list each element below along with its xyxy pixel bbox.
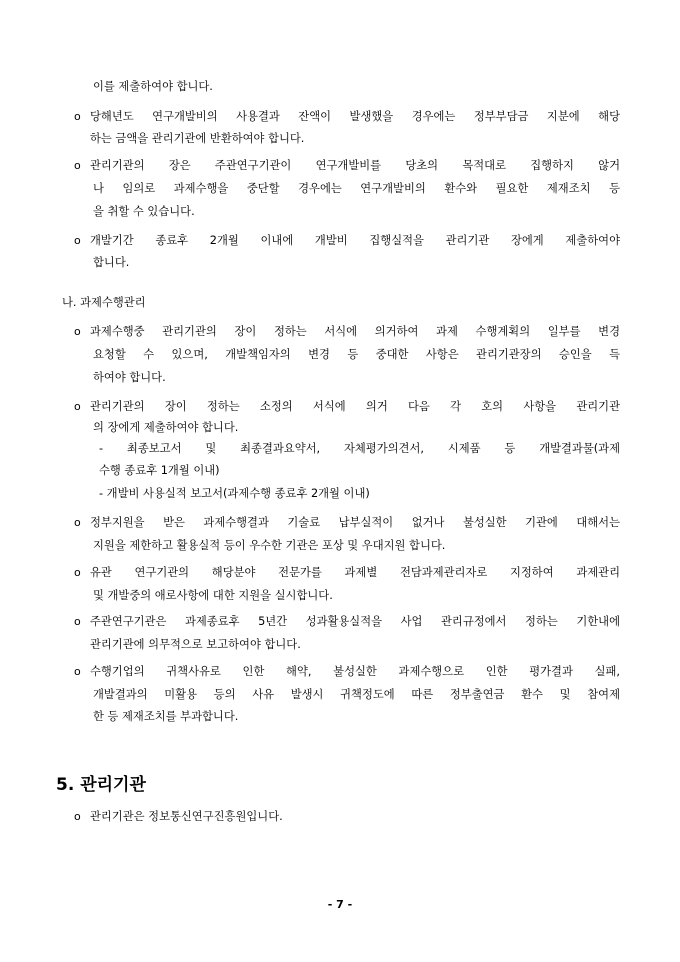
text-line: 당해년도 연구개발비의 사용결과 잔액이 발생했을 경우에는 정부부담금 지분에 해당 [90, 110, 620, 123]
bullet-marker: o [74, 400, 81, 413]
text-line: 주관연구기관은 과제종료후 5년간 성과활용실적을 사업 관리규정에서 정하는 기한내에 [90, 615, 620, 628]
bullet-marker: o [74, 159, 81, 172]
page-number: - 7 - [327, 898, 353, 911]
bullet-marker: o [74, 234, 81, 247]
text-line: 한 등 제재조치를 부과합니다. [93, 710, 239, 723]
text-line: 정부지원을 받은 과제수행결과 기술료 납부실적이 없거나 불성실한 기관에 대해서는 [90, 516, 620, 529]
section-heading: 5. 관리기관 [56, 775, 146, 795]
text-line: 관리기관의 장이 정하는 소정의 서식에 의거 다음 각 호의 사항을 관리기관 [90, 400, 620, 413]
text-line: 수행기업의 귀책사유로 인한 해약, 불성실한 과제수행으로 인한 평가결과 실패, [90, 665, 620, 678]
text-line: 관리기관의 장은 주관연구기관이 연구개발비를 당초의 목적대로 집행하지 않거 [90, 159, 620, 172]
text-line: 을 취할 수 있습니다. [93, 205, 195, 218]
bullet-marker: o [74, 810, 81, 823]
bullet-marker: o [74, 566, 81, 579]
text-line: 합니다. [93, 256, 130, 269]
text-line: 개발기간 종료후 2개월 이내에 개발비 집행실적을 관리기관 장에게 제출하여야 [90, 234, 620, 247]
text-line: 관리기관에 의무적으로 보고하여야 합니다. [90, 638, 301, 651]
text-line: 유관 연구기관의 해당분야 전문가를 과제별 전담과제관리자로 지정하여 과제관리 [90, 566, 620, 579]
text-line: 요청할 수 있으며, 개발책임자의 변경 등 중대한 사항은 관리기관장의 승인을 득 [93, 348, 620, 361]
bullet-marker: o [74, 110, 81, 123]
text-line: 하여야 합니다. [93, 371, 166, 384]
text-line: 지원을 제한하고 활용실적 등이 우수한 기관은 포상 및 우대지원 합니다. [93, 539, 446, 552]
text-line: 나 임의로 과제수행을 중단할 경우에는 연구개발비의 환수와 필요한 제재조치 등 [93, 182, 620, 195]
subsection-heading: 나. 과제수행관리 [62, 296, 146, 309]
text-line: 개발결과의 미활용 등의 사유 발생시 귀책정도에 따른 정부출연금 환수 및 참여제 [93, 688, 620, 701]
text-line: 및 개발중의 애로사항에 대한 지원을 실시합니다. [93, 589, 333, 602]
text-line: 과제수행중 관리기관의 장이 정하는 서식에 의거하여 과제 수행계획의 일부를 변경 [90, 325, 620, 338]
bullet-marker: o [74, 615, 81, 628]
text-line: - 개발비 사용실적 보고서(과제수행 종료후 2개월 이내) [99, 487, 370, 500]
text-line: 관리기관은 정보통신연구진흥원입니다. [90, 810, 283, 823]
bullet-marker: o [74, 516, 81, 529]
text-line: - 최종보고서 및 최종결과요약서, 자체평가의견서, 시제품 등 개발결과물(과제 [99, 442, 620, 455]
bullet-marker: o [74, 665, 81, 678]
text-line: 의 장에게 제출하여야 합니다. [93, 421, 239, 434]
bullet-marker: o [74, 325, 81, 338]
text-line: 이를 제출하여야 합니다. [93, 80, 213, 93]
text-line: 하는 금액을 관리기관에 반환하여야 합니다. [90, 132, 305, 145]
text-line: 수행 종료후 1개월 이내) [99, 464, 220, 477]
